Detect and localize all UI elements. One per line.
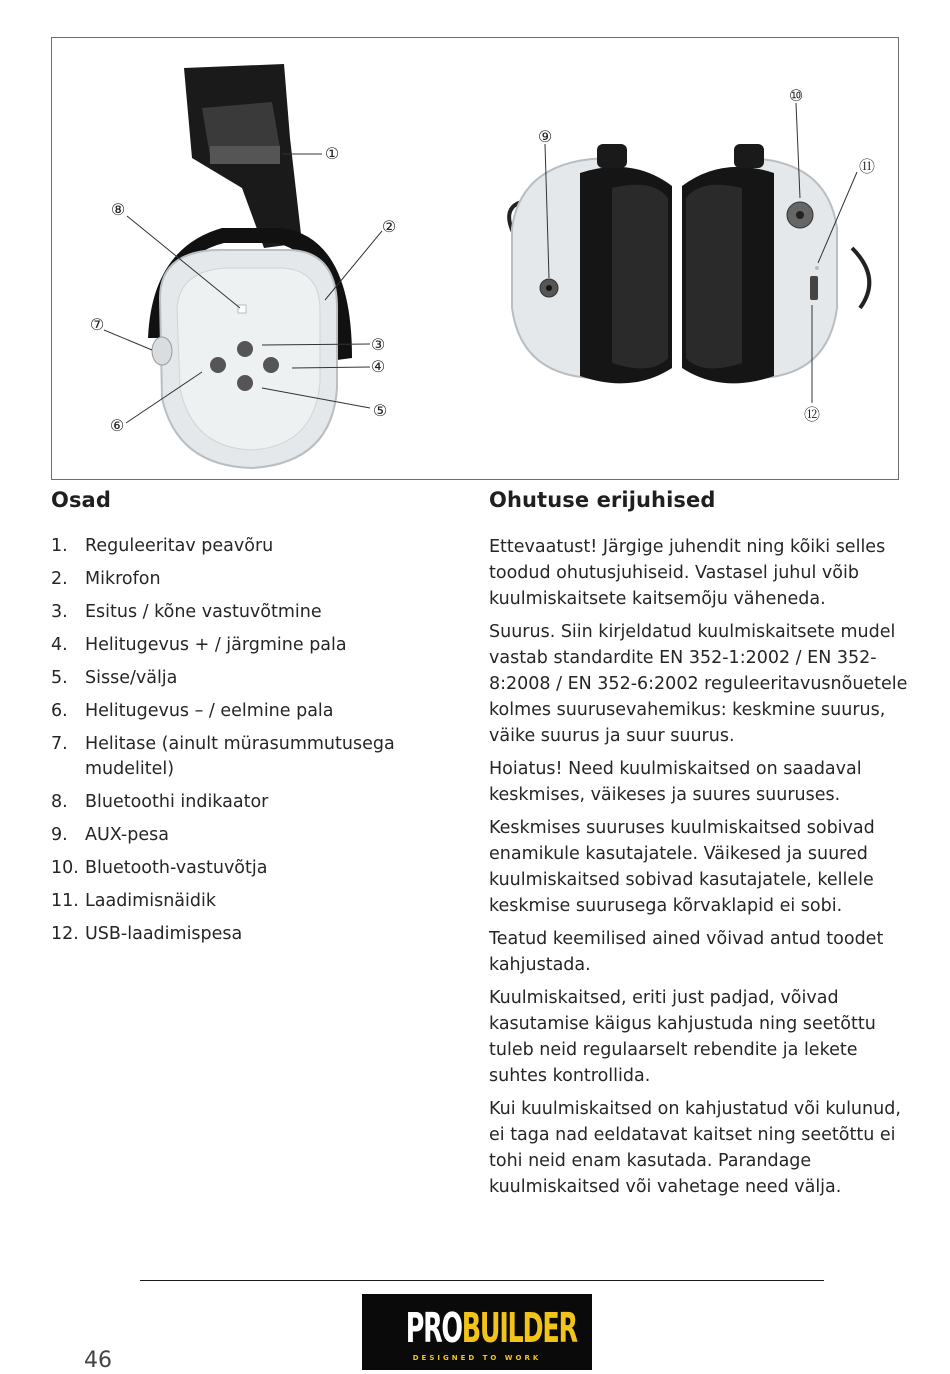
- safety-paragraph: Hoiatus! Need kuulmiskaitsed on saadaval keskmises, väikeses ja suures suuruses.: [489, 759, 862, 805]
- list-item: 1. Reguleeritav peavõru: [51, 536, 274, 556]
- probuilder-logo: [362, 1294, 592, 1370]
- list-item: 9. AUX-pesa: [51, 825, 169, 845]
- safety-paragraph: Keskmises suuruses kuulmiskaitsed sobivad enamikule kasutajatele. Väikesed ja suured kuulmiskaitsed sobivad kasutajatele, kellele keskmise suurusega kõrvaklapid ei sobi.: [489, 818, 875, 916]
- callout-12: ⑫: [803, 405, 821, 424]
- callout-3: ③: [370, 335, 386, 354]
- safety-paragraph: Ettevaatust! Järgige juhendit ning kõiki selles toodud ohutusjuhiseid. Vastasel juhul võib kuulmiskaitsete kaitsemõju väheneda.: [489, 537, 886, 609]
- earmuff-side-view: [104, 64, 382, 468]
- callout-6: ⑥: [109, 416, 125, 435]
- list-item: 6. Helitugevus – / eelmine pala: [51, 701, 334, 721]
- list-item: 3. Esitus / kõne vastuvõtmine: [51, 602, 322, 622]
- callout-1: ①: [324, 144, 340, 163]
- safety-paragraph: Teatud keemilised ained võivad antud toodet kahjustada.: [489, 929, 884, 975]
- safety-paragraph: Suurus. Siin kirjeldatud kuulmiskaitsete mudel vastab standardite EN 352-1:2002 / EN 352-8:2008 / EN 352-6:2002 reguleeritavusnõuetele kolmes suurusevahemikus: keskmine suurus, väike suurus ja suur suurus.: [489, 622, 908, 746]
- callout-9: ⑨: [537, 127, 553, 146]
- list-item: 8. Bluetoothi indikaator: [51, 792, 269, 812]
- callout-10: ⑩: [788, 86, 804, 105]
- earmuff-front-view: [509, 103, 869, 403]
- parts-heading: Osad: [51, 488, 111, 512]
- logo-tagline: DESIGNED TO WORK: [412, 1354, 542, 1362]
- callout-8: ⑧: [110, 200, 126, 219]
- earmuff-illustration: [52, 38, 900, 481]
- safety-section: [489, 488, 909, 1207]
- page-number: 46: [84, 1348, 112, 1373]
- callout-5: ⑤: [372, 401, 388, 420]
- list-item: 5. Sisse/välja: [51, 668, 178, 688]
- footer-divider: [140, 1280, 824, 1281]
- list-item: 4. Helitugevus + / järgmine pala: [51, 635, 347, 655]
- list-item: 10. Bluetooth-vastuvõtja: [51, 858, 268, 878]
- safety-paragraph: Kui kuulmiskaitsed on kahjustatud või kulunud, ei taga nad eeldatavat kaitset ning seetõttu ei tohi neid enam kasutada. Parandage kuulmiskaitsed või vahetage need välja.: [489, 1099, 901, 1197]
- list-item: 12. USB-laadimispesa: [51, 924, 243, 944]
- parts-section: [51, 488, 461, 955]
- callout-11: ⑪: [858, 157, 876, 176]
- list-item: 7. Helitase (ainult mürasummutusega mudelitel): [51, 734, 395, 779]
- product-figure: [51, 37, 899, 480]
- logo-wordmark: PROBUILDER: [405, 1304, 577, 1352]
- list-item: 11. Laadimisnäidik: [51, 891, 216, 911]
- callout-4: ④: [370, 357, 386, 376]
- safety-paragraph: Kuulmiskaitsed, eriti just padjad, võivad kasutamise käigus kahjustuda ning seetõttu tuleb neid regulaarselt rebendite ja lekete suhtes kontrollida.: [489, 988, 876, 1086]
- parts-list: [51, 534, 461, 947]
- list-item: 2. Mikrofon: [51, 569, 161, 589]
- callout-2: ②: [381, 217, 397, 236]
- safety-heading: Ohutuse erijuhised: [489, 488, 716, 512]
- callout-7: ⑦: [89, 315, 105, 334]
